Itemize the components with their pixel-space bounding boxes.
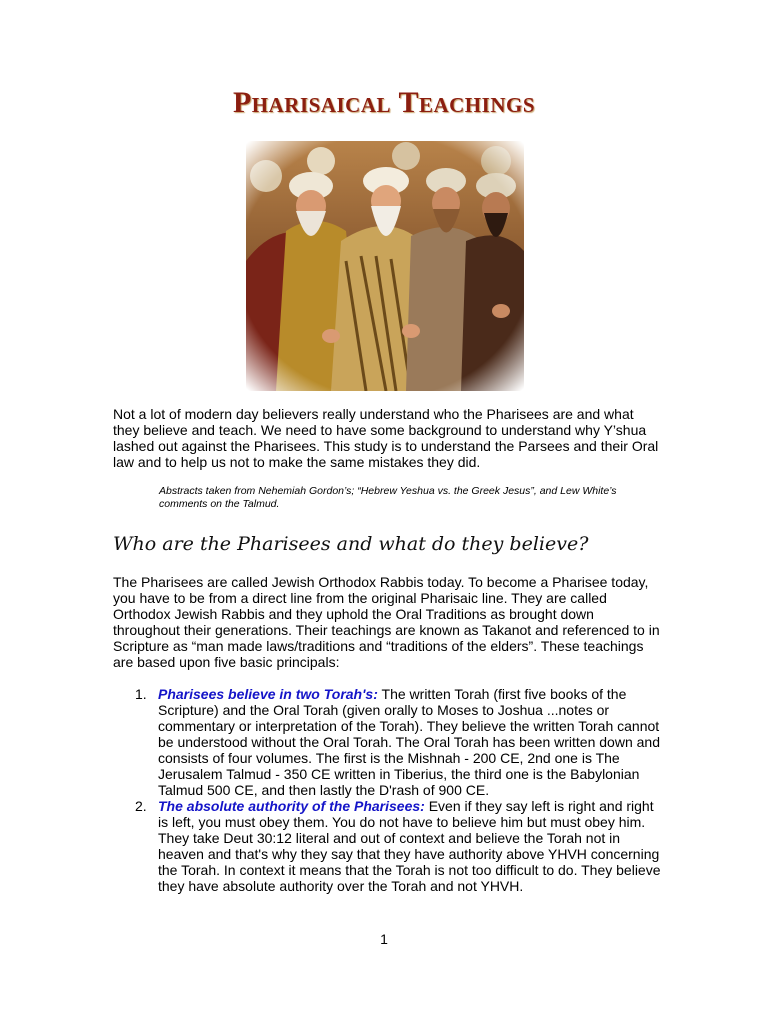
abstract-note: Abstracts taken from Nehemiah Gordon’s; “Hebrew Yeshua vs. the Greek Jesus”, and Lew White’s comments on the Talmud. <box>159 485 617 510</box>
section-paragraph: The Pharisees are called Jewish Orthodox Rabbis today. To become a Pharisee today, you have to be from a direct line from the original Pharisaic line. They are called Orthodox Jewish Rabbis and they uphold the Oral Traditions as brought down throughout their generations. Their teachings are known as Takanot and referenced to in Scripture as “man made laws/traditions and “traditions of the elders”. These teachings are based upon five basic principals: <box>113 574 660 670</box>
list-item-lead: Pharisees believe in two Torah's: <box>158 686 378 702</box>
list-item-text: The written Torah (first five books of the Scripture) and the Oral Torah (given orally to Moses to Joshua ...notes or commentary or interpretation of the Torah). They believe the written Torah cannot be understood without the Oral Torah. The Oral Torah has been written down and consists of four volumes. The first is the Mishnah - 200 CE, 2nd one is The Jerusalem Talmud - 350 CE written in Tiberius, the third one is the Babylonian Talmud 500 CE, and then lastly the D'rash of 900 CE. <box>158 686 660 798</box>
page-title: Pharisaical Teachings <box>232 86 535 119</box>
intro-paragraph: Not a lot of modern day believers really understand who the Pharisees are and what they believe and teach. We need to have some background to understand why Y’shua lashed out against the Pharisees. This study is to understand the Parsees and their Oral law and to help us not to make the same mistakes they did. <box>113 406 659 470</box>
list-item-number: 2. <box>135 798 147 814</box>
list-item <box>113 798 665 894</box>
list-item <box>113 686 665 798</box>
list-item-text: Even if they say left is right and right is left, you must obey them. You do not have to believe him but must obey him. They take Deut 30:12 literal and out of context and believe the Torah not in heaven and that's why they say that they have authority above YHVH concerning the Torah. In context it means that the Torah is not too difficult to do. They believe they have absolute authority over the Torah and not YHVH. <box>158 798 661 894</box>
pharisees-painting <box>246 141 524 391</box>
list-item-lead: The absolute authority of the Pharisees: <box>158 798 425 814</box>
page-number: 1 <box>380 931 388 947</box>
list-item-number: 1. <box>135 686 147 702</box>
principles-list <box>113 686 665 894</box>
section-heading: Who are the Pharisees and what do they believe? <box>113 533 589 555</box>
